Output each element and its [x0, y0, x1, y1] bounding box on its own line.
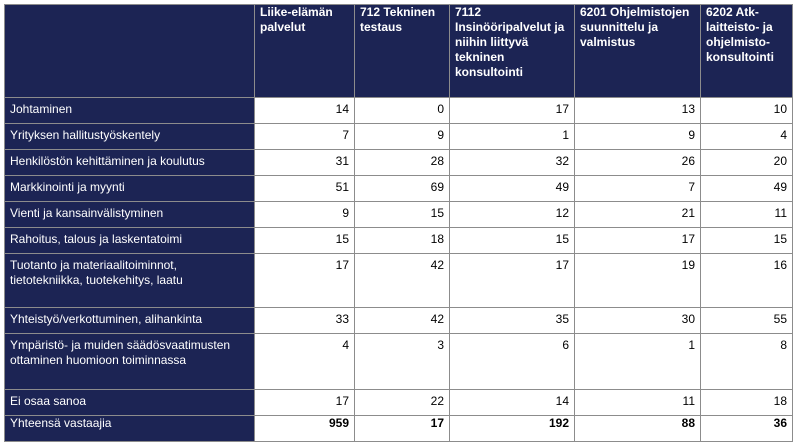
table-cell: 31: [255, 150, 355, 176]
row-label: Markkinointi ja myynti: [5, 176, 255, 202]
table-cell: 42: [355, 254, 450, 308]
table-cell: 42: [355, 308, 450, 334]
table-cell: 7: [255, 124, 355, 150]
row-label: Yrityksen hallitustyöskentely: [5, 124, 255, 150]
column-header: 6202 Atk-laitteisto- ja ohjelmisto-konsultointi: [701, 5, 793, 98]
table-cell: 4: [701, 124, 793, 150]
row-label: Ympäristö- ja muiden säädösvaatimusten ottaminen huomioon toiminnassa: [5, 334, 255, 390]
table-cell: 33: [255, 308, 355, 334]
table-cell: 55: [701, 308, 793, 334]
column-header: 6201 Ohjelmistojen suunnittelu ja valmistus: [575, 5, 701, 98]
table-cell: 7: [575, 176, 701, 202]
table-cell: 17: [575, 228, 701, 254]
table-cell: 26: [575, 150, 701, 176]
row-label: Vienti ja kansainvälistyminen: [5, 202, 255, 228]
table-cell: 32: [450, 150, 575, 176]
table-cell: 11: [701, 202, 793, 228]
table-row: [5, 124, 793, 150]
table-cell: 1: [450, 124, 575, 150]
table-cell: 15: [701, 228, 793, 254]
table-row: [5, 202, 793, 228]
table-row: [5, 254, 793, 308]
row-label: Rahoitus, talous ja laskentatoimi: [5, 228, 255, 254]
table-cell: 6: [450, 334, 575, 390]
table-cell: 10: [701, 98, 793, 124]
table-cell: 19: [575, 254, 701, 308]
table-row: [5, 228, 793, 254]
table-cell: 69: [355, 176, 450, 202]
table-cell: 51: [255, 176, 355, 202]
total-cell: 192: [450, 416, 575, 442]
row-label: Tuotanto ja materiaalitoiminnot, tietotekniikka, tuotekehitys, laatu: [5, 254, 255, 308]
table-cell: 9: [255, 202, 355, 228]
column-header: 7112 Insinööripalvelut ja niihin liittyvä tekninen konsultointi: [450, 5, 575, 98]
table-cell: 18: [701, 390, 793, 416]
table-cell: 17: [255, 390, 355, 416]
table-row: [5, 150, 793, 176]
table-cell: 49: [701, 176, 793, 202]
table-cell: 21: [575, 202, 701, 228]
total-cell: 17: [355, 416, 450, 442]
table-header: [5, 5, 793, 98]
table-row: [5, 308, 793, 334]
row-label: Ei osaa sanoa: [5, 390, 255, 416]
table-cell: 4: [255, 334, 355, 390]
data-table: [4, 4, 793, 442]
total-label: Yhteensä vastaajia: [5, 416, 255, 442]
table-cell: 9: [575, 124, 701, 150]
table-cell: 17: [450, 254, 575, 308]
header-corner-cell: [5, 5, 255, 98]
table-cell: 16: [701, 254, 793, 308]
row-label: Yhteistyö/verkottuminen, alihankinta: [5, 308, 255, 334]
table-cell: 9: [355, 124, 450, 150]
table-cell: 14: [450, 390, 575, 416]
table-row: [5, 390, 793, 416]
total-cell: 88: [575, 416, 701, 442]
table-row: [5, 334, 793, 390]
table-cell: 3: [355, 334, 450, 390]
column-header: Liike-elämän palvelut: [255, 5, 355, 98]
table-cell: 18: [355, 228, 450, 254]
table-cell: 11: [575, 390, 701, 416]
table-cell: 15: [355, 202, 450, 228]
total-cell: 36: [701, 416, 793, 442]
table-cell: 30: [575, 308, 701, 334]
table-cell: 14: [255, 98, 355, 124]
total-cell: 959: [255, 416, 355, 442]
table-body: [5, 98, 793, 416]
table-cell: 28: [355, 150, 450, 176]
table-cell: 8: [701, 334, 793, 390]
table-cell: 35: [450, 308, 575, 334]
table-cell: 1: [575, 334, 701, 390]
table-footer: [5, 416, 793, 442]
table-cell: 17: [255, 254, 355, 308]
table-cell: 15: [255, 228, 355, 254]
table-cell: 49: [450, 176, 575, 202]
table-cell: 0: [355, 98, 450, 124]
table-row: [5, 98, 793, 124]
row-label: Johtaminen: [5, 98, 255, 124]
table-cell: 13: [575, 98, 701, 124]
table-cell: 12: [450, 202, 575, 228]
table-cell: 22: [355, 390, 450, 416]
table-cell: 20: [701, 150, 793, 176]
row-label: Henkilöstön kehittäminen ja koulutus: [5, 150, 255, 176]
table-cell: 15: [450, 228, 575, 254]
column-header: 712 Tekninen testaus: [355, 5, 450, 98]
table-row: [5, 176, 793, 202]
header-row: [5, 5, 793, 98]
total-row: [5, 416, 793, 442]
table-cell: 17: [450, 98, 575, 124]
